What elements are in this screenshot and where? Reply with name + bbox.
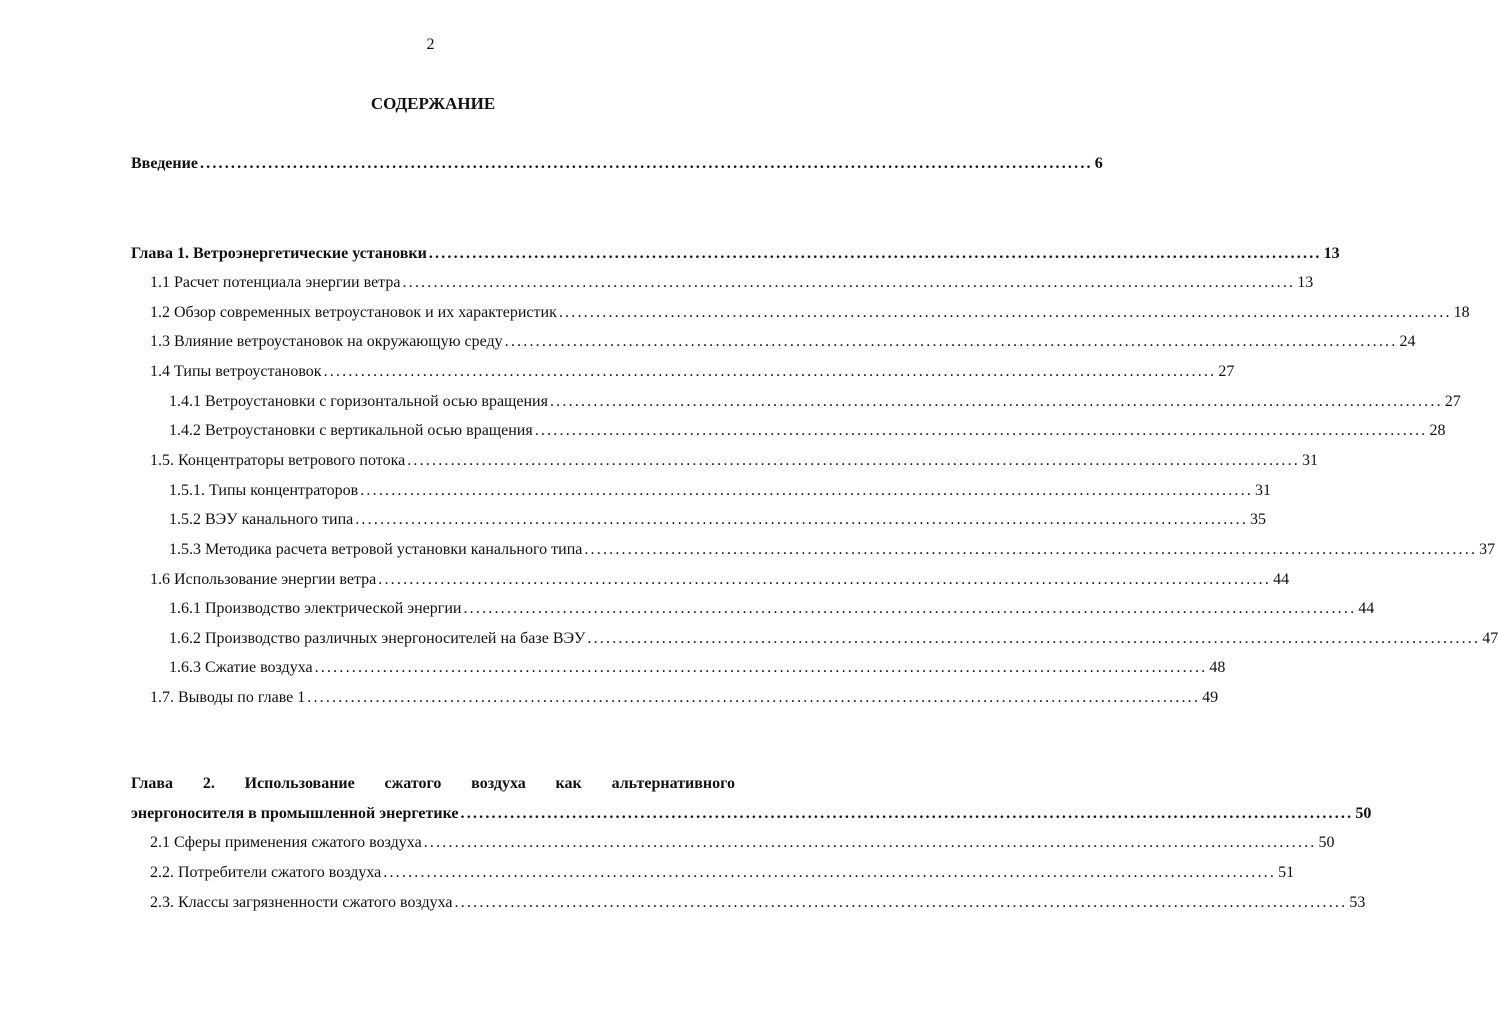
toc-entry-page: 28 [1429,422,1446,439]
toc-entry-label: 1.3 Влияние ветроустановок на окружающую среду [150,333,503,350]
toc-entry-page: 24 [1399,333,1416,350]
toc-entry-label: 1.4.2 Ветроустановки с вертикальной осью вращения [169,422,533,439]
toc-entry-1-6-2 [169,629,1498,649]
toc-entry-page: 35 [1250,511,1267,528]
chapter-2-word: Использование [244,775,355,792]
toc-entry-label: 1.6.3 Сжатие воздуха [169,659,313,676]
toc-leader-dots: ................................................................................................................................................ [454,894,1348,911]
chapter-2-word: сжатого [384,775,442,792]
toc-entry-1-5-3 [169,540,1496,560]
toc-entry-1-4 [150,362,1235,382]
toc-leader-dots: ................................................................................................................................................ [402,274,1296,291]
toc-chapter-2-heading [131,774,735,794]
toc-entry-page: 51 [1278,864,1295,881]
toc-entry-1-6 [150,570,1290,590]
toc-entry-page: 47 [1482,630,1498,647]
toc-entry-page: 48 [1209,659,1226,676]
toc-entry-1-5 [150,451,1319,471]
toc-entry-label: 1.1 Расчет потенциала энергии ветра [150,274,401,291]
toc-leader-dots: ................................................................................................................................................ [199,155,1093,172]
toc-entry-label: энергоносителя в промышленной энергетике [131,805,459,822]
toc-entry-1-4-2 [169,421,1446,441]
contents-title: СОДЕРЖАНИЕ [370,94,496,113]
toc-entry-chapter-2 [131,804,1372,824]
toc-leader-dots: ................................................................................................................................................ [549,393,1443,410]
toc-entry-label: 1.6 Использование энергии ветра [150,571,377,588]
toc-entry-label: 1.5.3 Методика расчета ветровой установки канального типа [169,541,583,558]
toc-leader-dots: ................................................................................................................................................ [360,482,1254,499]
toc-entry-page: 53 [1349,894,1366,911]
toc-entry-label: 2.2. Потребители сжатого воздуха [150,864,382,881]
page-number: 2 [426,36,435,53]
toc-leader-dots: ................................................................................................................................................ [314,659,1208,676]
toc-leader-dots: ................................................................................................................................................ [558,304,1452,321]
toc-entry-1-5-1 [169,481,1272,501]
toc-entry-page: 49 [1202,689,1219,706]
chapter-2-word: 2. [202,775,215,792]
toc-entry-page: 37 [1479,541,1496,558]
toc-entry-label: 1.4 Типы ветроустановок [150,363,322,380]
toc-leader-dots: ................................................................................................................................................ [423,834,1317,851]
toc-entry-1-5-2 [169,510,1267,530]
toc-entry-page: 44 [1273,571,1290,588]
toc-entry-page: 13 [1323,245,1340,262]
toc-entry-label: 1.6.2 Производство различных энергоносителей на базе ВЭУ [169,630,586,647]
toc-entry-label: 1.5.1. Типы концентраторов [169,482,359,499]
toc-entry-label: 1.7. Выводы по главе 1 [150,689,306,706]
toc-entry-1-1 [150,273,1314,293]
toc-leader-dots: ................................................................................................................................................ [504,333,1398,350]
toc-entry-page: 6 [1094,155,1103,172]
toc-entry-1-6-3 [169,658,1226,678]
toc-entry-label: 2.3. Классы загрязненности сжатого воздуха [150,894,453,911]
toc-entry-label: Введение [131,155,198,172]
toc-leader-dots: ................................................................................................................................................ [587,630,1481,647]
toc-entry-2-1 [150,833,1335,853]
toc-entry-label: 2.1 Сферы применения сжатого воздуха [150,834,422,851]
toc-entry-label: 1.6.1 Производство электрической энергии [169,600,462,617]
chapter-2-word: альтернативного [611,775,735,792]
toc-entry-label: Глава 1. Ветроэнергетические установки [131,245,427,262]
toc-entry-1-6-1 [169,599,1375,619]
toc-entry-page: 13 [1297,274,1314,291]
toc-entry-page: 27 [1218,363,1235,380]
toc-entry-1-7 [150,688,1219,708]
toc-entry-page: 18 [1453,304,1470,321]
toc-entry-chapter-1 [131,244,1340,264]
toc-entry-page: 50 [1318,834,1335,851]
toc-leader-dots: ................................................................................................................................................ [323,363,1217,380]
toc-leader-dots: ................................................................................................................................................ [584,541,1478,558]
toc-entry-page: 27 [1444,393,1461,410]
toc-entry-page: 44 [1358,600,1375,617]
toc-entry-page: 31 [1255,482,1272,499]
toc-leader-dots: ................................................................................................................................................ [407,452,1301,469]
toc-leader-dots: ................................................................................................................................................ [378,571,1272,588]
toc-leader-dots: ................................................................................................................................................ [428,245,1322,262]
toc-entry-1-3 [150,332,1416,352]
toc-leader-dots: ................................................................................................................................................ [355,511,1249,528]
chapter-2-word: воздуха [471,775,526,792]
chapter-2-word: Глава [131,775,173,792]
toc-leader-dots: ................................................................................................................................................ [463,600,1357,617]
toc-entry-page: 31 [1302,452,1319,469]
toc-leader-dots: ................................................................................................................................................ [383,864,1277,881]
toc-entry-1-2 [150,303,1470,323]
toc-leader-dots: ................................................................................................................................................ [534,422,1428,439]
toc-leader-dots: ................................................................................................................................................ [460,805,1354,822]
toc-entry-label: 1.5. Концентраторы ветрового потока [150,452,406,469]
toc-entry-introduction [131,154,1103,174]
toc-entry-2-2 [150,863,1295,883]
toc-entry-1-4-1 [169,392,1461,412]
chapter-2-word: как [555,775,582,792]
toc-entry-label: 1.2 Обзор современных ветроустановок и их характеристик [150,304,557,321]
toc-entry-label: 1.5.2 ВЭУ канального типа [169,511,354,528]
toc-entry-label: 1.4.1 Ветроустановки с горизонтальной осью вращения [169,393,548,410]
toc-leader-dots: ................................................................................................................................................ [307,689,1201,706]
toc-entry-page: 50 [1355,805,1372,822]
toc-entry-2-3 [150,893,1366,913]
